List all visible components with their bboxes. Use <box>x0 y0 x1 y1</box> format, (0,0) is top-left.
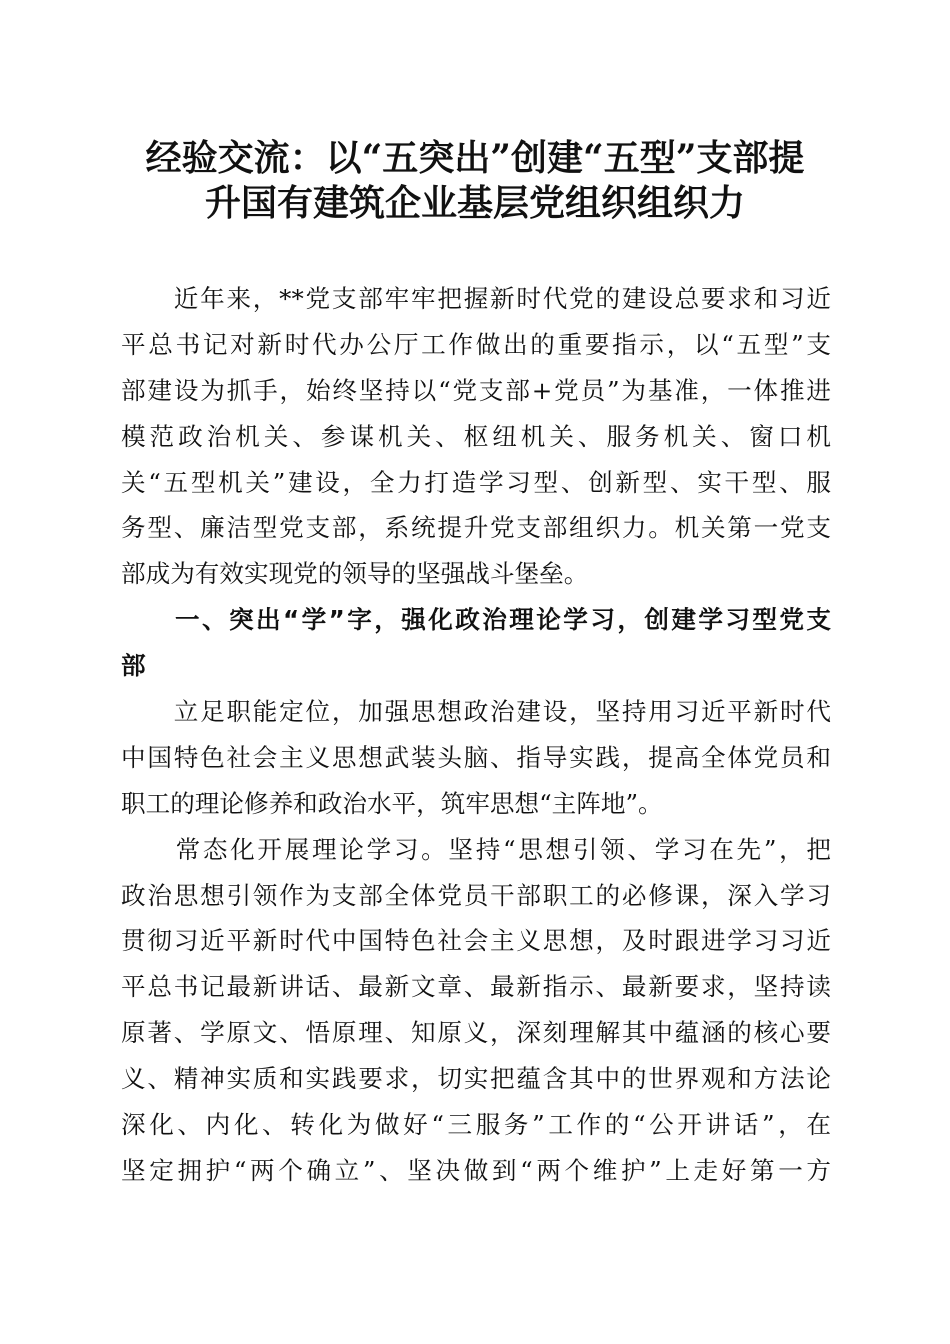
text-line: 原著、学原文、悟原理、知原义，深刻理解其中蕴涵的核心要 <box>121 1018 831 1048</box>
text-line: 部建设为抓手，始终坚持以“党支部+党员”为基准，一体推进 <box>121 375 831 405</box>
text-line: 务型、廉洁型党支部，系统提升党支部组织力。机关第一党支 <box>121 513 831 543</box>
title-line: 升国有建筑企业基层党组织组织力 <box>204 182 745 224</box>
text-line: 坚定拥护“两个确立”、坚决做到“两个维护”上走好第一方 <box>121 1155 831 1185</box>
heading-line: 一、突出“学”字，强化政治理论学习，创建学习型党支 <box>121 605 831 635</box>
title-line: 经验交流：以“五突出”创建“五型”支部提 <box>145 137 805 179</box>
text-line: 深化、内化、转化为做好“三服务”工作的“公开讲话”，在 <box>121 1110 831 1140</box>
text-line: 近年来，**党支部牢牢把握新时代党的建设总要求和习近 <box>121 284 831 313</box>
text-line: 部成为有效实现党的领导的坚强战斗堡垒。 <box>121 559 589 589</box>
section-heading <box>121 597 831 689</box>
heading-line: 部 <box>121 651 146 681</box>
text-line: 立足职能定位，加强思想政治建设，坚持用习近平新时代 <box>121 697 831 727</box>
body-paragraph <box>121 827 831 1194</box>
text-line: 政治思想引领作为支部全体党员干部职工的必修课，深入学习 <box>121 880 831 910</box>
text-line: 平总书记最新讲话、最新文章、最新指示、最新要求，坚持读 <box>121 972 831 1002</box>
text-line: 模范政治机关、参谋机关、枢纽机关、服务机关、窗口机 <box>121 421 831 451</box>
text-line: 贯彻习近平新时代中国特色社会主义思想，及时跟进学习习近 <box>121 926 831 956</box>
text-line: 常态化开展理论学习。坚持“思想引领、学习在先”，把 <box>121 834 831 864</box>
document-title <box>110 136 840 226</box>
text-line: 平总书记对新时代办公厅工作做出的重要指示，以“五型”支 <box>121 329 831 359</box>
text-line: 中国特色社会主义思想武装头脑、指导实践，提高全体党员和 <box>121 742 831 772</box>
text-line: 职工的理论修养和政治水平，筑牢思想“主阵地”。 <box>121 788 663 818</box>
intro-paragraph <box>121 276 831 597</box>
document-body <box>121 276 831 1194</box>
body-paragraph <box>121 689 831 827</box>
text-line: 关“五型机关”建设，全力打造学习型、创新型、实干型、服 <box>121 467 831 497</box>
text-line: 义、精神实质和实践要求，切实把蕴含其中的世界观和方法论 <box>121 1064 831 1094</box>
